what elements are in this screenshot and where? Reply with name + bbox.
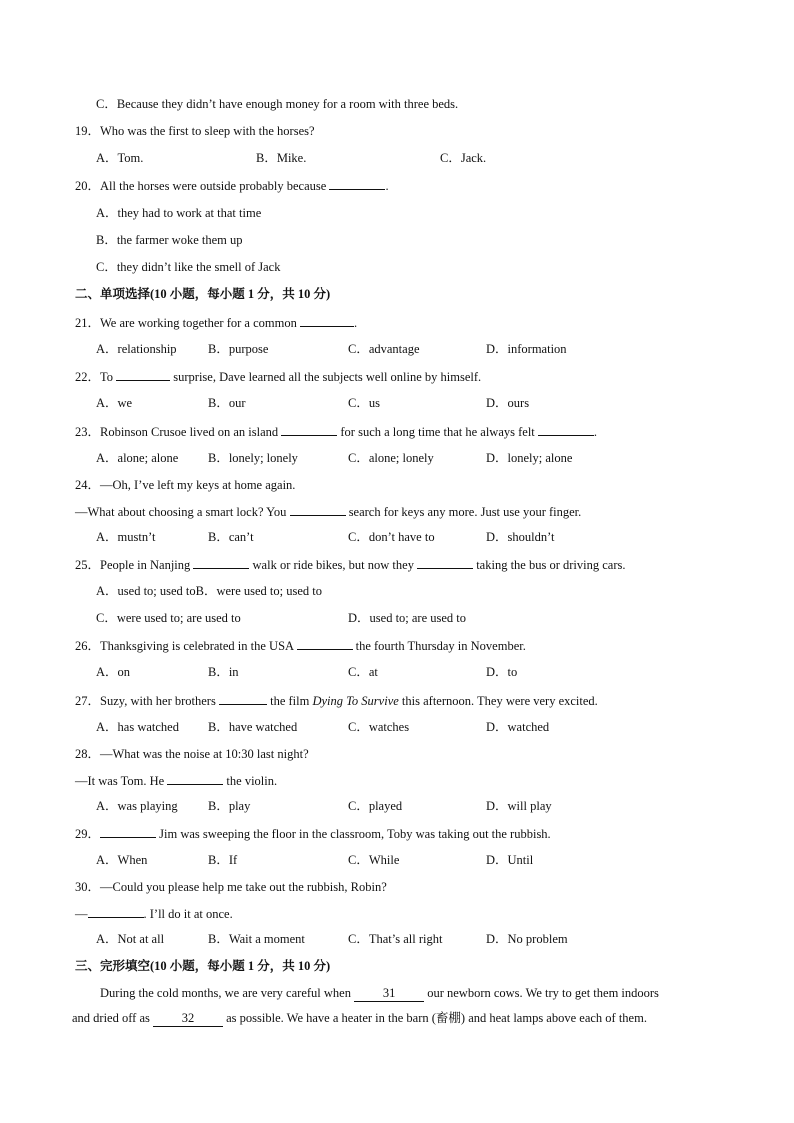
answer-blank xyxy=(219,692,267,705)
q20-option-b: B．the farmer woke them up xyxy=(96,233,243,247)
q21-stem-pre: 21．We are working together for a common xyxy=(75,316,300,330)
passage-line-1-pre: During the cold months, we are very careful when xyxy=(100,986,355,1000)
q19-option-b: B．Mike. xyxy=(256,151,307,165)
q27-stem-post: this afternoon. They were very excited. xyxy=(398,694,598,708)
q30-option-b: B．Wait a moment xyxy=(208,932,305,946)
q28-option-a: A．was playing xyxy=(96,799,178,813)
q24-reply-pre: —What about choosing a smart lock? You xyxy=(75,505,290,519)
answer-blank xyxy=(417,556,473,569)
q27-option-b: B．have watched xyxy=(208,720,298,734)
q21-option-c: C．advantage xyxy=(348,342,420,356)
q30-option-d: D．No problem xyxy=(486,932,568,946)
q25-option-d: D．used to; are used to xyxy=(348,611,467,625)
q23-option-b: B．lonely; lonely xyxy=(208,451,298,465)
q27-option-d: D．watched xyxy=(486,720,550,734)
q29-stem-post: Jim was sweeping the floor in the classroom, Toby was taking out the rubbish. xyxy=(156,827,551,841)
q25-stem-pre: 25．People in Nanjing xyxy=(75,558,194,572)
q19-option-c: C．Jack. xyxy=(440,151,487,165)
q21-option-b: B．purpose xyxy=(208,342,269,356)
q27-option-a: A．has watched xyxy=(96,720,179,734)
q22-option-b: B．our xyxy=(208,396,246,410)
q22-option-a: A．we xyxy=(96,396,133,410)
q26-option-a: A．on xyxy=(96,665,131,679)
q24-reply-post: search for keys any more. Just use your finger. xyxy=(345,505,582,519)
passage-line-1-post: our newborn cows. We try to get them indoors xyxy=(424,986,659,1000)
q24-option-b: B．can’t xyxy=(208,530,254,544)
q23-option-c: C．alone; lonely xyxy=(348,451,434,465)
section-3-title: 三、完形填空(10 小题，每小题 1 分，共 10 分) xyxy=(75,959,331,973)
answer-blank xyxy=(538,423,594,436)
q30-stem: 30．—Could you please help me take out the rubbish, Robin? xyxy=(75,880,387,894)
q28-option-b: B．play xyxy=(208,799,251,813)
q30-option-c: C．That’s all right xyxy=(348,932,443,946)
q29-option-d: D．Until xyxy=(486,853,534,867)
q28-stem: 28．—What was the noise at 10:30 last night? xyxy=(75,747,309,761)
answer-blank xyxy=(88,905,144,918)
q23-option-a: A．alone; alone xyxy=(96,451,179,465)
q23-option-d: D．lonely; alone xyxy=(486,451,573,465)
q26-stem xyxy=(75,637,526,654)
q29-option-b: B．If xyxy=(208,853,238,867)
q20-stem-post: . xyxy=(385,179,389,193)
answer-blank xyxy=(290,503,346,516)
q25-option-ab: A．used to; used toB．were used to; used to xyxy=(96,584,323,598)
answer-blank xyxy=(281,423,337,436)
q18-option-c: C．Because they didn’t have enough money for a room with three beds. xyxy=(96,97,459,111)
q25-stem xyxy=(75,556,625,573)
q25-option-c: C．were used to; are used to xyxy=(96,611,241,625)
q27-stem-mid: the film xyxy=(266,694,313,708)
q27-stem-pre: 27．Suzy, with her brothers xyxy=(75,694,219,708)
q20-stem xyxy=(75,177,389,194)
q26-stem-post: the fourth Thursday in November. xyxy=(352,639,526,653)
q29-option-a: A．When xyxy=(96,853,148,867)
q29-option-c: C．While xyxy=(348,853,400,867)
blank-31: 31 xyxy=(354,985,424,1002)
answer-blank xyxy=(300,314,354,327)
q24-stem: 24．—Oh, I’ve left my keys at home again. xyxy=(75,478,296,492)
q28-option-c: C．played xyxy=(348,799,403,813)
q28-option-d: D．will play xyxy=(486,799,552,813)
q25-stem-post: taking the bus or driving cars. xyxy=(473,558,626,572)
answer-blank xyxy=(100,825,156,838)
q22-option-c: C．us xyxy=(348,396,380,410)
q22-option-d: D．ours xyxy=(486,396,530,410)
blank-32: 32 xyxy=(153,1010,223,1027)
q19-stem: 19．Who was the first to sleep with the horses? xyxy=(75,124,315,138)
q27-option-c: C．watches xyxy=(348,720,410,734)
q23-stem-pre: 23．Robinson Crusoe lived on an island xyxy=(75,425,282,439)
q29-stem-pre: 29． xyxy=(75,827,101,841)
answer-blank xyxy=(116,368,170,381)
q20-option-a: A．they had to work at that time xyxy=(96,206,262,220)
q27-stem xyxy=(75,692,598,709)
answer-blank xyxy=(193,556,249,569)
q26-stem-pre: 26．Thanksgiving is celebrated in the USA xyxy=(75,639,297,653)
answer-blank xyxy=(297,637,353,650)
q26-option-c: C．at xyxy=(348,665,378,679)
q24-option-c: C．don’t have to xyxy=(348,530,435,544)
q29-stem xyxy=(75,825,551,842)
answer-blank xyxy=(329,177,385,190)
q23-stem-mid: for such a long time that he always felt xyxy=(337,425,538,439)
q22-stem xyxy=(75,368,481,385)
q21-stem-post: . xyxy=(353,316,358,330)
q30-reply-post: . I’ll do it at once. xyxy=(143,907,233,921)
q23-stem-post: . xyxy=(593,425,598,439)
q22-stem-pre: 22．To xyxy=(75,370,117,384)
q25-stem-mid: walk or ride bikes, but now they xyxy=(249,558,418,572)
q30-reply-pre: — xyxy=(75,907,88,921)
q21-option-a: A．relationship xyxy=(96,342,177,356)
q27-film-title: Dying To Survive xyxy=(312,694,399,708)
q24-option-a: A．mustn’t xyxy=(96,530,156,544)
q30-reply xyxy=(75,905,233,922)
q20-option-c: C．they didn’t like the smell of Jack xyxy=(96,260,281,274)
q24-reply xyxy=(75,503,581,520)
q28-reply xyxy=(75,772,277,789)
q30-option-a: A．Not at all xyxy=(96,932,165,946)
q20-stem-pre: 20．All the horses were outside probably because xyxy=(75,179,330,193)
q19-option-a: A．Tom. xyxy=(96,151,144,165)
passage-line-2 xyxy=(72,1010,647,1027)
q23-stem xyxy=(75,423,597,440)
answer-blank xyxy=(167,772,223,785)
q21-option-d: D．information xyxy=(486,342,567,356)
passage-line-1 xyxy=(100,985,659,1002)
q21-stem xyxy=(75,314,357,331)
section-2-title: 二、单项选择(10 小题，每小题 1 分，共 10 分) xyxy=(75,287,331,301)
q24-option-d: D．shouldn’t xyxy=(486,530,555,544)
q26-option-d: D．to xyxy=(486,665,518,679)
q22-stem-post: surprise, Dave learned all the subjects well online by himself. xyxy=(170,370,482,384)
passage-line-2-post: as possible. We have a heater in the barn (畜棚) and heat lamps above each of them. xyxy=(223,1011,647,1025)
q28-reply-post: the violin. xyxy=(223,774,278,788)
q28-reply-pre: —It was Tom. He xyxy=(75,774,168,788)
passage-line-2-pre: and dried off as xyxy=(72,1011,153,1025)
q26-option-b: B．in xyxy=(208,665,239,679)
